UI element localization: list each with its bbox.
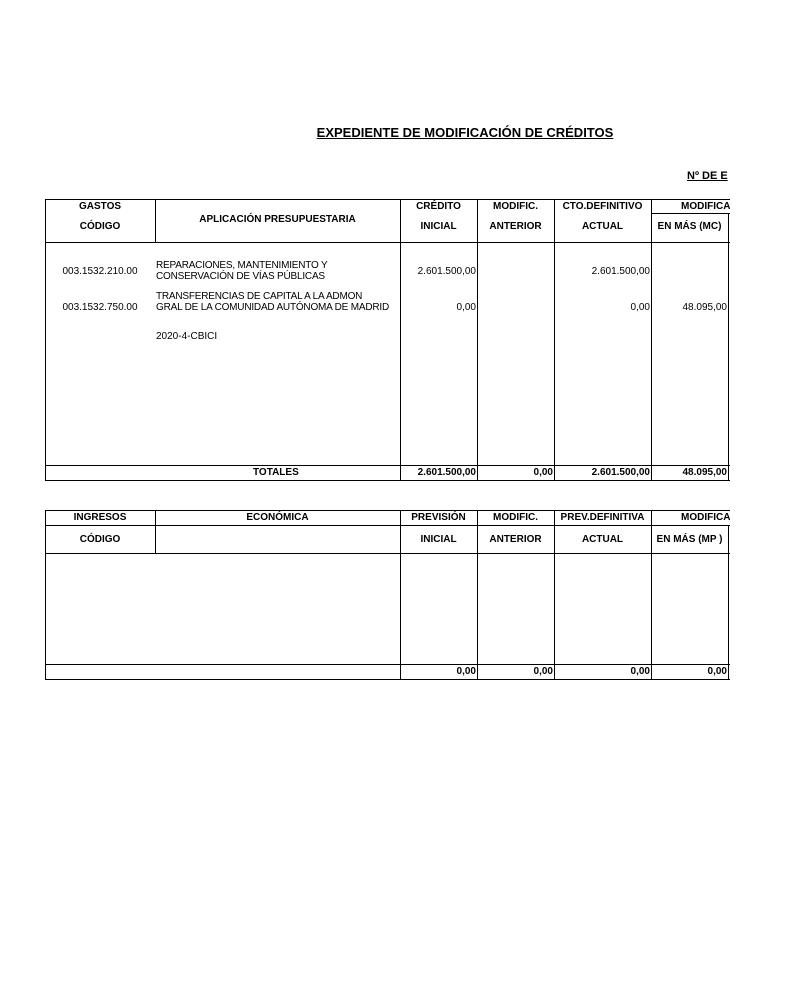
en-mas-header: EN MÁS (MC) bbox=[657, 221, 722, 232]
ingresos-header: INGRESOS bbox=[73, 512, 127, 523]
total-anterior: 0,00 bbox=[533, 467, 553, 478]
expediente-number-label: Nº DE E bbox=[687, 170, 728, 182]
modifica-header: MODIFICA bbox=[681, 512, 730, 523]
modifica-header: MODIFICA bbox=[681, 201, 730, 212]
inicial-header: INICIAL bbox=[420, 534, 457, 545]
en-mas-header: EN MÁS (MP ) bbox=[656, 534, 723, 545]
cto-definitivo-header: CTO.DEFINITIVO bbox=[562, 201, 643, 212]
row-2-inicial: 0,00 bbox=[456, 302, 476, 313]
row-1-descripcion: REPARACIONES, MANTENIMIENTO Y CONSERVACIÓN DE VÍAS PÚBLICAS bbox=[156, 260, 328, 282]
expediente-note: 2020-4-CBICI bbox=[156, 331, 218, 342]
total-inicial: 0,00 bbox=[456, 666, 476, 677]
row-2-en-mas: 48.095,00 bbox=[682, 302, 727, 313]
row-1-codigo: 003.1532.210.00 bbox=[62, 266, 138, 277]
ingresos-table bbox=[45, 510, 730, 681]
total-actual: 0,00 bbox=[630, 666, 650, 677]
total-en-mas: 48.095,00 bbox=[682, 467, 727, 478]
anterior-header: ANTERIOR bbox=[489, 534, 542, 545]
totales-label: TOTALES bbox=[253, 467, 299, 478]
gastos-table bbox=[45, 199, 730, 482]
document-title: EXPEDIENTE DE MODIFICACIÓN DE CRÉDITOS bbox=[316, 125, 614, 140]
row-2-descripcion: TRANSFERENCIAS DE CAPITAL A LA ADMON GRAL DE LA COMUNIDAD AUTÓNOMA DE MADRID bbox=[156, 291, 389, 313]
total-inicial: 2.601.500,00 bbox=[417, 467, 476, 478]
total-en-mas: 0,00 bbox=[707, 666, 727, 677]
gastos-header: GASTOS bbox=[78, 201, 122, 212]
prev-definitiva-header: PREV.DEFINITIVA bbox=[560, 512, 645, 523]
row-1-actual: 2.601.500,00 bbox=[591, 266, 650, 277]
row-2-actual: 0,00 bbox=[630, 302, 650, 313]
row-2-codigo: 003.1532.750.00 bbox=[62, 302, 138, 313]
economica-header: ECONÓMICA bbox=[246, 512, 309, 523]
modific-header: MODIFIC. bbox=[493, 201, 538, 212]
prevision-header: PREVISIÓN bbox=[411, 512, 466, 523]
modific-header: MODIFIC. bbox=[493, 512, 538, 523]
anterior-header: ANTERIOR bbox=[489, 221, 542, 232]
row-1-inicial: 2.601.500,00 bbox=[417, 266, 476, 277]
codigo-header: CÓDIGO bbox=[79, 221, 121, 232]
actual-header: ACTUAL bbox=[581, 221, 624, 232]
inicial-header: INICIAL bbox=[420, 221, 457, 232]
total-actual: 2.601.500,00 bbox=[591, 467, 650, 478]
total-anterior: 0,00 bbox=[533, 666, 553, 677]
actual-header: ACTUAL bbox=[581, 534, 624, 545]
codigo-header: CÓDIGO bbox=[79, 534, 121, 545]
aplicacion-header: APLICACIÓN PRESUPUESTARIA bbox=[199, 214, 356, 225]
credito-header: CRÉDITO bbox=[416, 201, 461, 212]
